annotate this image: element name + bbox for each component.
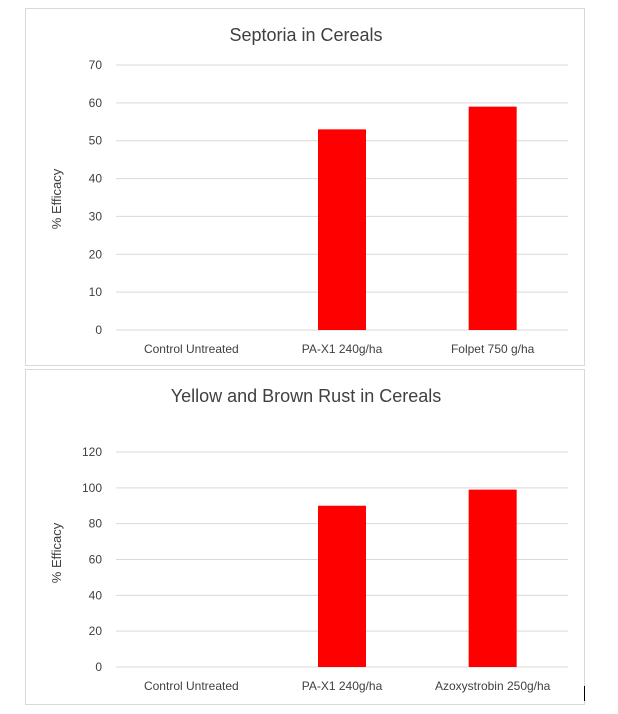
x-tick-label: Control Untreated: [143, 679, 239, 693]
y-tick-label: 100: [81, 480, 102, 495]
x-tick-label: PA-X1 240g/ha: [301, 679, 383, 693]
x-tick-label: Folpet 750 g/ha: [450, 342, 535, 356]
y-tick-label: 80: [88, 516, 102, 531]
y-tick-label: 40: [88, 171, 102, 186]
plot-area: [89, 58, 568, 356]
bar: [318, 506, 366, 667]
x-tick-label: Control Untreated: [143, 342, 239, 356]
x-tick-label: PA-X1 240g/ha: [301, 342, 383, 356]
chart-rust: [25, 369, 585, 705]
y-tick-label: 20: [88, 247, 102, 262]
y-tick-label: 60: [88, 95, 102, 110]
y-tick-label: 10: [88, 285, 102, 300]
y-tick-label: 30: [88, 209, 102, 224]
y-tick-label: 20: [88, 624, 102, 639]
chart-septoria: [25, 8, 585, 366]
y-tick-label: 70: [88, 58, 102, 72]
x-tick-label: Azoxystrobin 250g/ha: [434, 679, 551, 693]
y-tick-label: 50: [88, 133, 102, 148]
bar: [469, 490, 517, 667]
y-tick-label: 60: [88, 552, 102, 567]
y-tick-label: 0: [95, 323, 102, 337]
y-tick-label: 120: [81, 445, 102, 459]
chart-septoria-svg: [26, 9, 586, 367]
chart-title: Yellow and Brown Rust in Cereals: [170, 386, 442, 406]
bar: [318, 129, 366, 330]
y-tick-label: 40: [88, 588, 102, 603]
y-axis-label: % Efficacy: [49, 522, 64, 584]
plot-area: [82, 445, 568, 693]
bar: [469, 107, 517, 330]
chart-rust-svg: [26, 370, 586, 706]
y-tick-label: 0: [95, 660, 102, 674]
y-axis-label: % Efficacy: [49, 168, 64, 230]
divider-mark: [584, 686, 585, 701]
chart-title: Septoria in Cereals: [229, 25, 383, 45]
